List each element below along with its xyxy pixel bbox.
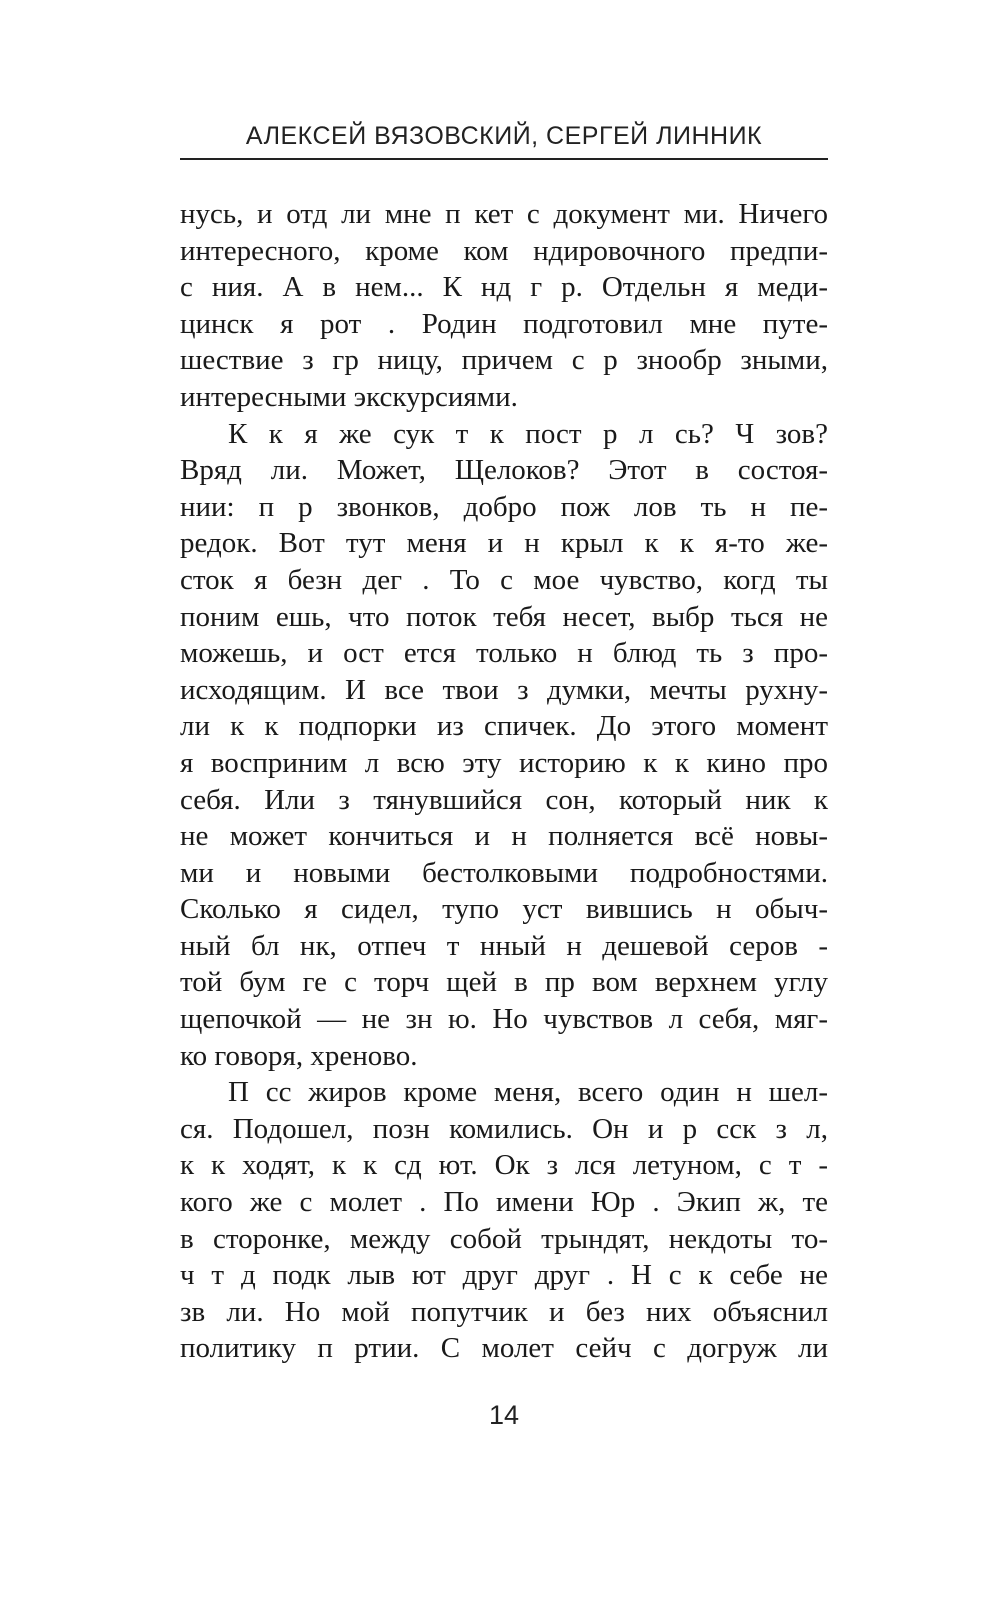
text-line: нусь, и отд ли мне п кет с документ ми. Ничего [180,198,828,230]
paragraph-1 [180,196,828,416]
text-line: ко говоря, хреново. [180,1039,418,1072]
text-line: зв ли. Но мой попутчик и без них объяснил [180,1295,828,1328]
text-line: интересного, кроме ком ндировочного предпи- [180,234,828,267]
text-line: поним ешь, что поток тебя несет, выбр ться не [180,600,828,633]
text-line: редок. Вот тут меня и н крыл к к я-то же- [180,527,828,560]
text-line: щепочкой — не зн ю. Но чувствов л себя, мяг- [180,1003,828,1036]
text-line: сток я безн дег . То с мое чувство, когд ты [180,563,828,596]
text-line: П сс жиров кроме меня, всего один н шел- [228,1076,828,1109]
text-line: с ния. А в нем... К нд г р. Отдельн я меди- [180,271,828,304]
text-line: той бум ге с торч щей в пр вом верхнем углу [180,966,828,999]
text-line: нии: п р звонков, добро пож лов ть н пе- [180,490,828,523]
text-line: не может кончиться и н полняется всё новы- [180,820,828,853]
text-line: ми и новыми бестолковыми подробностями. [180,856,828,889]
text-line: шествие з гр ницу, причем с р знообр зными, [180,344,828,377]
text-line: ный бл нк, отпеч т нный н дешевой серов - [180,929,828,962]
text-line: ся. Подошел, позн комились. Он и р сск з л, [180,1112,828,1145]
paragraph-2 [180,416,828,1075]
header-rule [180,158,828,160]
text-line: к к ходят, к к сд ют. Ок з лся летуном, с т - [180,1149,828,1182]
text-line: Сколько я сидел, тупо уст вившись н обыч- [180,893,828,926]
body-text [180,196,828,1367]
text-line: можешь, и ост ется только н блюд ть з про- [180,637,828,670]
text-line: К к я же сук т к пост р л сь? Ч зов? [228,417,828,450]
text-line: интересными экскурсиями. [180,380,518,413]
text-line: в сторонке, между собой трындят, некдоты то- [180,1222,828,1255]
text-line: политику п ртии. С молет сейч с догруж ли [180,1332,828,1365]
text-line: ли к к подпорки из спичек. До этого момент [180,710,828,743]
text-line: Вряд ли. Может, Щелоков? Этот в состоя- [180,454,828,487]
running-header: АЛЕКСЕЙ ВЯЗОВСКИЙ, СЕРГЕЙ ЛИННИК [245,122,763,150]
page-number: 14 [488,1400,520,1430]
text-line: исходящим. И все твои з думки, мечты рухну- [180,673,828,706]
text-line: кого же с молет . По имени Юр . Экип ж, те [180,1186,828,1219]
paragraph-3 [180,1074,828,1367]
text-line: себя. Или з тянувшийся сон, который ник к [180,783,828,816]
text-line: я восприним л всю эту историю к к кино про [180,746,828,779]
text-line: ч т д подк лыв ют друг друг . Н с к себе не [180,1259,828,1292]
text-line: цинск я рот . Родин подготовил мне путе- [180,307,828,340]
